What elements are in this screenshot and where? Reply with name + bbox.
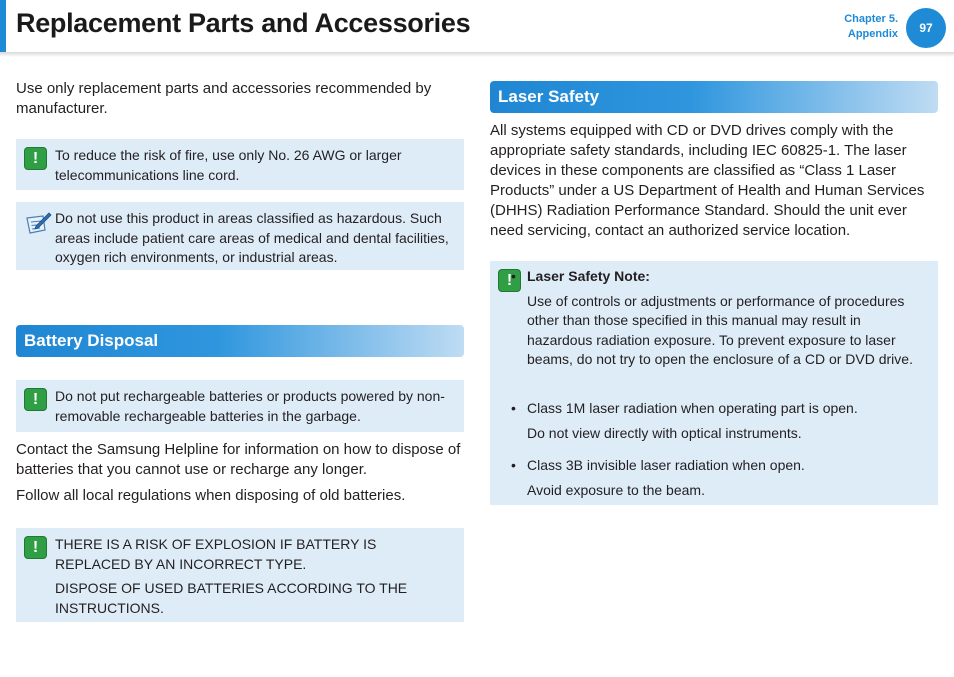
section-heading-laser-safety: Laser Safety [490, 81, 938, 113]
warning-note-fire [16, 139, 464, 190]
exclamation-warning-icon: ! [25, 148, 46, 169]
note-text: To reduce the risk of fire, use only No. 26 AWG or larger telecommunications line cord. [55, 147, 402, 183]
exclamation-warning-icon: ! [25, 537, 46, 558]
section-heading-battery-disposal: Battery Disposal [16, 325, 464, 357]
header-accent-bar [0, 0, 6, 52]
exclamation-warning-icon: ! [25, 389, 46, 410]
note-text: Do not use this product in areas classified as hazardous. Such areas include patient care areas of medical and dental facilities, oxygen rich environments, or industrial areas. [55, 210, 449, 265]
note-text: THERE IS A RISK OF EXPLOSION IF BATTERY IS REPLACED BY AN INCORRECT TYPE. [55, 536, 377, 572]
header-divider [0, 52, 954, 57]
laser-note-title: Laser Safety Note: [527, 268, 650, 284]
laser-item-class-3b: Class 3B invisible laser radiation when open. [527, 457, 805, 473]
note-text: Do not put rechargeable batteries or products powered by non-removable rechargeable batteries in the garbage. [55, 388, 445, 424]
exclamation-warning-icon: ! [499, 270, 520, 291]
laser-item-class-3b-detail: Avoid exposure to the beam. [527, 481, 705, 498]
laser-paragraph: All systems equipped with CD or DVD drives comply with the appropriate safety standards, including IEC 60825-1. The laser devices in these components are classified as “Class 1 Laser Products” under a US Department of Health and Human Services (DHHS) Radiation Performance Standard. Should the unit ever need servicing, contact an authorized service location. [490, 122, 925, 239]
laser-item-class-1m: Class 1M laser radiation when operating part is open. [527, 400, 858, 416]
bullet: • [511, 400, 516, 416]
helpline-paragraph: Contact the Samsung Helpline for information on how to dispose of batteries that you cannot use or recharge any longer. [16, 441, 461, 478]
laser-note-body: Use of controls or adjustments or performance of procedures other than those specified in this manual may result in hazardous radiation exposure. To prevent exposure to laser beams, do not try to open the enclosure of a CD or DVD drive. [527, 292, 913, 367]
warning-note-explosion [16, 528, 464, 622]
bullet: • [511, 457, 516, 473]
page-number-badge: 97 [906, 8, 946, 48]
chapter-name: Appendix [847, 28, 898, 40]
chapter-number: Chapter 5. [844, 13, 898, 25]
regulations-paragraph: Follow all local regulations when disposing of old batteries. [16, 487, 406, 504]
chapter-label [844, 12, 898, 42]
page-title: Replacement Parts and Accessories [16, 8, 471, 38]
memo-pencil-icon [24, 210, 52, 236]
laser-item-class-1m-detail: Do not view directly with optical instruments. [527, 424, 802, 441]
bullet: • [511, 268, 516, 284]
warning-note-laser [490, 261, 938, 505]
note-text: DISPOSE OF USED BATTERIES ACCORDING TO THE INSTRUCTIONS. [55, 580, 408, 616]
memo-note-hazardous [16, 202, 464, 270]
warning-note-batteries [16, 380, 464, 432]
intro-paragraph: Use only replacement parts and accessories recommended by manufacturer. [16, 80, 432, 117]
